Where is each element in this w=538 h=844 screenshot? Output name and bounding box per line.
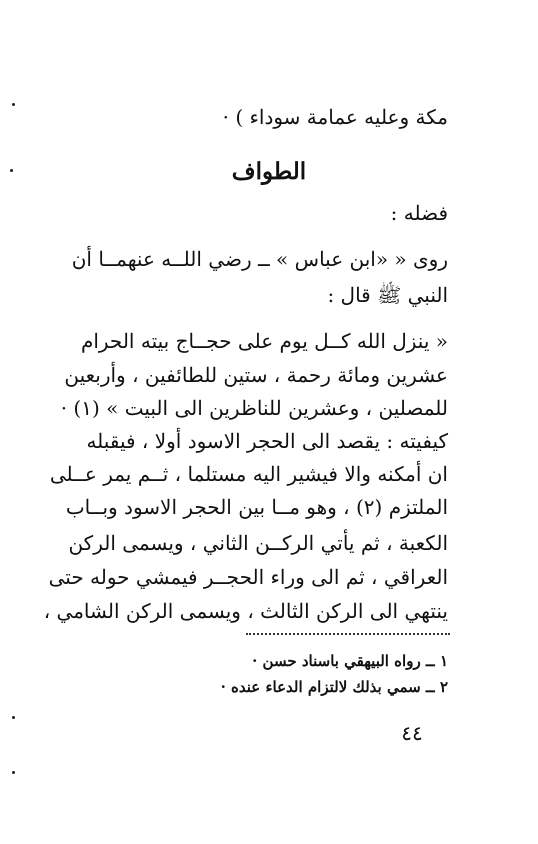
scan-speck [10,169,13,172]
footnote-1: ١ ــ رواه البيهقي باسناد حسن · [252,652,448,670]
hadith-line: « ينزل الله كــل يوم على حجــاج بيته الحرام [80,329,448,353]
section-heading: الطواف [231,158,307,185]
subheading-merit: فضله : [390,201,448,225]
method-line: الملتزم (٢) ، وهو مــا بين الحجر الاسود وبــاب [65,495,448,519]
method-line: كيفيته : يقصد الى الحجر الاسود أولا ، فيقبله [86,429,448,453]
body-line: النبي ﷺ قال : [327,283,448,307]
scan-speck [12,716,15,719]
scan-speck [12,103,15,106]
method-line: ان أمكنه والا فيشير اليه مستلما ، ثــم يمر عــلى [49,462,448,486]
continued-text-line: مكة وعليه عمامة سوداء ) · [222,105,448,129]
footnote-2: ٢ ــ سمي بذلك لالتزام الدعاء عنده · [220,678,448,696]
method-line: الكعبة ، ثم يأتي الركــن الثاني ، ويسمى الركن [68,531,448,555]
method-line: العراقي ، ثم الى وراء الحجــر فيمشي حوله حتى [48,565,448,589]
footnote-divider [246,633,450,635]
body-line: روى « «ابن عباس » ــ رضي اللــه عنهمــا أن [71,247,448,271]
hadith-line: للمصلين ، وعشرين للناظرين الى البيت » (١) · [60,396,448,420]
page-number: ٤٤ [401,721,423,745]
method-line: ينتهي الى الركن الثالث ، ويسمى الركن الشامي ، [43,599,448,623]
hadith-line: عشرين ومائة رحمة ، ستين للطائفين ، وأربعين [64,363,448,387]
scan-speck [12,771,15,774]
